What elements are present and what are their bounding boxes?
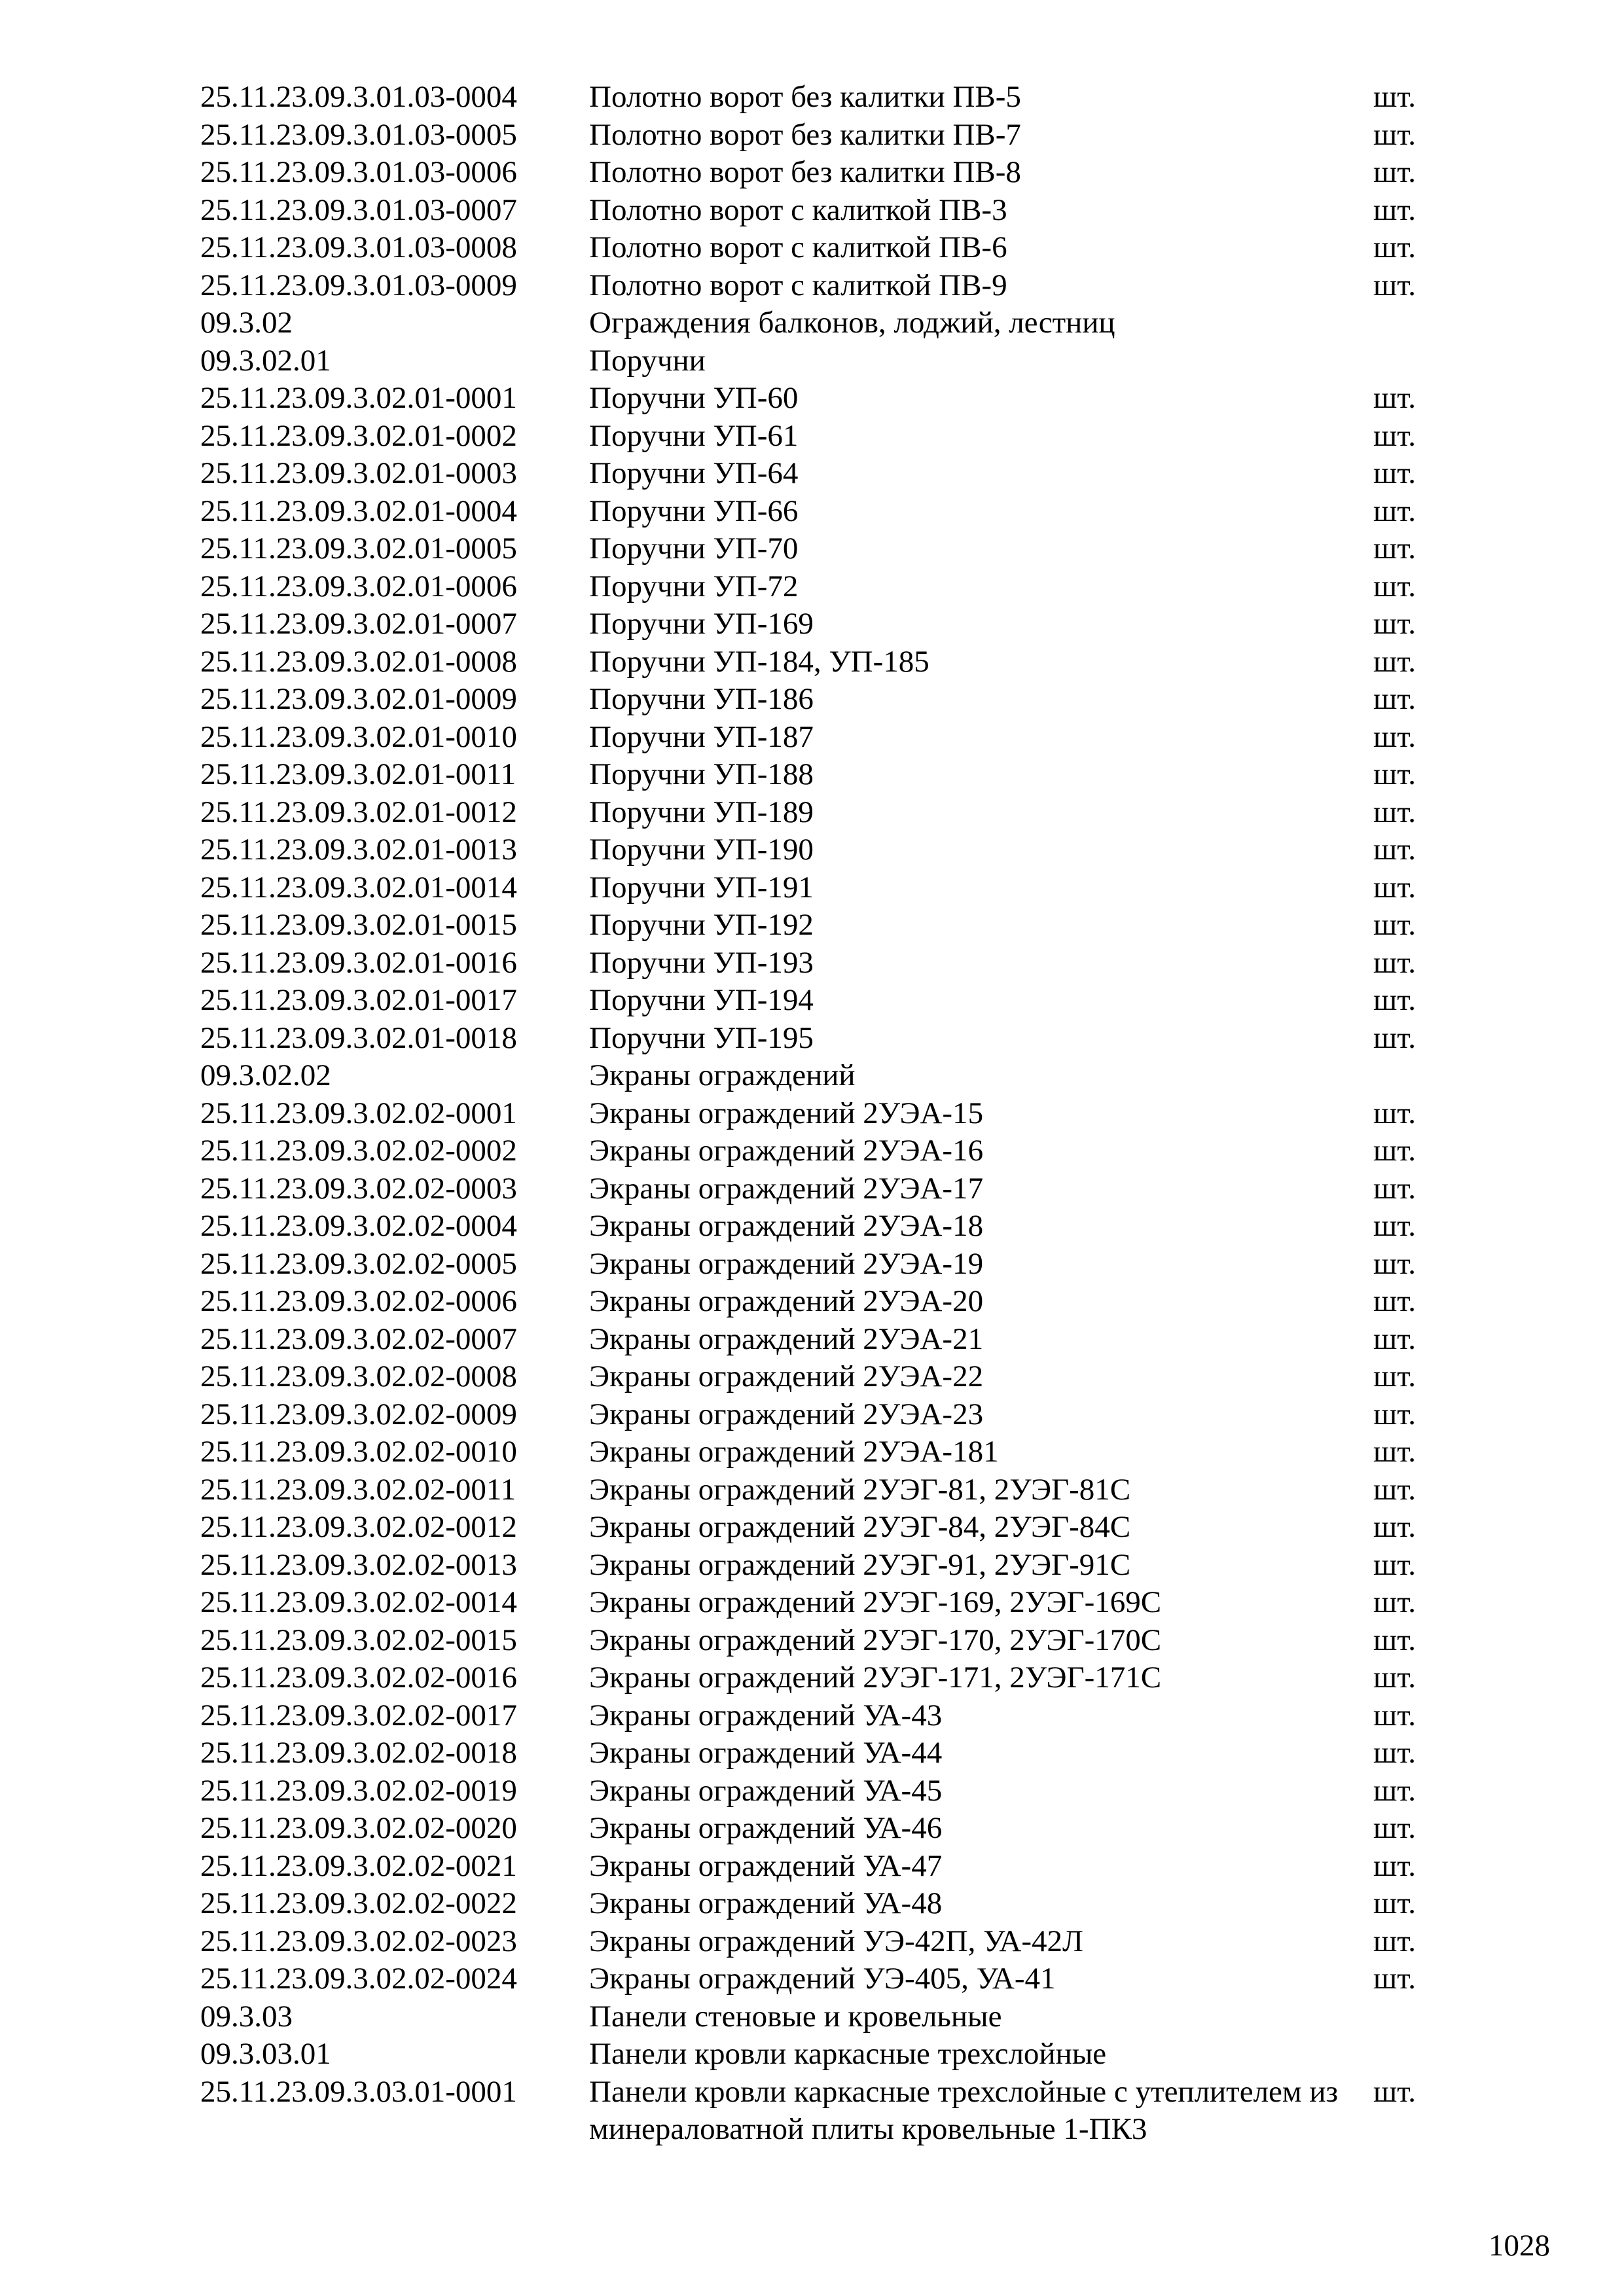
item-code: 25.11.23.09.3.01.03-0008 bbox=[200, 230, 517, 264]
item-unit: шт. bbox=[1373, 908, 1416, 942]
list-item bbox=[200, 1509, 1444, 1547]
item-unit: шт. bbox=[1373, 155, 1416, 189]
list-item bbox=[200, 944, 1444, 982]
item-code: 25.11.23.09.3.02.02-0014 bbox=[200, 1585, 517, 1619]
list-item bbox=[200, 794, 1444, 832]
list-item bbox=[200, 154, 1444, 192]
item-name: Экраны ограждений 2УЭА-181 bbox=[589, 1435, 999, 1469]
list-item bbox=[200, 869, 1444, 907]
item-code: 25.11.23.09.3.01.03-0007 bbox=[200, 192, 517, 227]
item-unit: шт. bbox=[1373, 1736, 1416, 1770]
item-unit: шт. bbox=[1373, 1773, 1416, 1808]
list-item bbox=[200, 493, 1444, 531]
list-item bbox=[200, 1095, 1444, 1133]
list-item bbox=[200, 643, 1444, 681]
item-name: Полотно ворот с калиткой ПВ-9 bbox=[589, 268, 1007, 302]
item-code: 25.11.23.09.3.02.01-0016 bbox=[200, 945, 517, 980]
item-unit: шт. bbox=[1373, 1585, 1416, 1619]
item-unit: шт. bbox=[1373, 644, 1416, 679]
item-unit: шт. bbox=[1373, 531, 1416, 565]
item-code: 25.11.23.09.3.02.02-0005 bbox=[200, 1246, 517, 1281]
item-name: Поручни УП-187 bbox=[589, 719, 814, 754]
list-item bbox=[200, 192, 1444, 230]
item-name: Экраны ограждений 2УЭА-16 bbox=[589, 1134, 984, 1168]
item-unit: шт. bbox=[1373, 1246, 1416, 1281]
item-code: 25.11.23.09.3.02.02-0004 bbox=[200, 1209, 517, 1243]
item-unit: шт. bbox=[1373, 569, 1416, 603]
item-code: 25.11.23.09.3.01.03-0006 bbox=[200, 155, 517, 189]
list-item bbox=[200, 1020, 1444, 1058]
item-name: Поручни УП-186 bbox=[589, 682, 814, 716]
item-code: 09.3.02.01 bbox=[200, 343, 331, 378]
item-code: 25.11.23.09.3.02.01-0013 bbox=[200, 833, 517, 867]
item-code: 25.11.23.09.3.02.02-0024 bbox=[200, 1962, 517, 1996]
item-code: 25.11.23.09.3.02.01-0018 bbox=[200, 1020, 517, 1055]
page-number: 1028 bbox=[1489, 2229, 1550, 2263]
item-name: Полотно ворот без калитки ПВ-7 bbox=[589, 117, 1021, 152]
item-name: Экраны ограждений 2УЭГ-170, 2УЭГ-170С bbox=[589, 1623, 1162, 1657]
classifier-list bbox=[200, 79, 1444, 2149]
item-code: 25.11.23.09.3.02.02-0008 bbox=[200, 1359, 517, 1393]
item-unit: шт. bbox=[1373, 1472, 1416, 1507]
item-unit: шт. bbox=[1373, 1096, 1416, 1130]
item-unit: шт. bbox=[1373, 1397, 1416, 1431]
item-code: 25.11.23.09.3.02.01-0007 bbox=[200, 607, 517, 641]
list-item bbox=[200, 605, 1444, 643]
item-name: Поручни УП-191 bbox=[589, 870, 814, 905]
list-item bbox=[200, 1471, 1444, 1509]
item-name: Экраны ограждений УА-48 bbox=[589, 1886, 943, 1920]
item-unit: шт. bbox=[1373, 456, 1416, 490]
list-item bbox=[200, 568, 1444, 606]
item-code: 25.11.23.09.3.02.01-0003 bbox=[200, 456, 517, 490]
item-name: Поручни УП-184, УП-185 bbox=[589, 644, 929, 679]
item-code: 25.11.23.09.3.02.01-0011 bbox=[200, 757, 516, 791]
item-name: Экраны ограждений 2УЭА-15 bbox=[589, 1096, 984, 1130]
item-name: Экраны ограждений 2УЭА-19 bbox=[589, 1246, 984, 1281]
item-code: 25.11.23.09.3.02.02-0010 bbox=[200, 1435, 517, 1469]
list-item bbox=[200, 756, 1444, 794]
item-unit: шт. bbox=[1373, 607, 1416, 641]
item-name: Экраны ограждений УА-46 bbox=[589, 1811, 943, 1845]
item-name: Поручни УП-61 bbox=[589, 418, 799, 453]
item-code: 25.11.23.09.3.02.02-0023 bbox=[200, 1924, 517, 1958]
item-name: Поручни УП-60 bbox=[589, 381, 799, 415]
item-name: Полотно ворот без калитки ПВ-8 bbox=[589, 155, 1021, 189]
item-name: Экраны ограждений 2УЭГ-84, 2УЭГ-84С bbox=[589, 1510, 1131, 1544]
item-unit: шт. bbox=[1373, 1811, 1416, 1845]
item-name: Экраны ограждений 2УЭА-21 bbox=[589, 1321, 984, 1356]
item-code: 25.11.23.09.3.02.02-0001 bbox=[200, 1096, 517, 1130]
item-name: Экраны ограждений УА-47 bbox=[589, 1848, 943, 1883]
list-item bbox=[200, 1923, 1444, 1961]
list-item bbox=[200, 229, 1444, 267]
list-item bbox=[200, 1132, 1444, 1170]
list-item bbox=[200, 831, 1444, 869]
item-unit: шт. bbox=[1373, 268, 1416, 302]
list-item bbox=[200, 1283, 1444, 1321]
item-name: Экраны ограждений 2УЭГ-81, 2УЭГ-81С bbox=[589, 1472, 1131, 1507]
item-name: Поручни УП-192 bbox=[589, 908, 814, 942]
item-name: Экраны ограждений 2УЭА-22 bbox=[589, 1359, 984, 1393]
item-code: 25.11.23.09.3.02.01-0001 bbox=[200, 381, 517, 415]
item-code: 25.11.23.09.3.01.03-0004 bbox=[200, 80, 517, 114]
list-item bbox=[200, 1697, 1444, 1735]
item-code: 25.11.23.09.3.02.01-0005 bbox=[200, 531, 517, 565]
item-name: Экраны ограждений 2УЭГ-171, 2УЭГ-171С bbox=[589, 1660, 1162, 1695]
item-name: Экраны ограждений УА-43 bbox=[589, 1698, 943, 1732]
item-name: Экраны ограждений УЭ-42П, УА-42Л bbox=[589, 1924, 1083, 1958]
item-unit: шт. bbox=[1373, 1886, 1416, 1920]
list-item bbox=[200, 380, 1444, 418]
item-name: Поручни УП-169 bbox=[589, 607, 814, 641]
list-item bbox=[200, 418, 1444, 456]
item-unit: шт. bbox=[1373, 719, 1416, 754]
item-code: 25.11.23.09.3.02.02-0009 bbox=[200, 1397, 517, 1431]
list-item bbox=[200, 906, 1444, 944]
list-item bbox=[200, 1885, 1444, 1923]
list-item bbox=[200, 117, 1444, 154]
item-name: Поручни УП-190 bbox=[589, 833, 814, 867]
item-unit: шт. bbox=[1373, 1134, 1416, 1168]
item-code: 25.11.23.09.3.02.02-0012 bbox=[200, 1510, 517, 1544]
list-item bbox=[200, 1734, 1444, 1772]
item-code: 09.3.02 bbox=[200, 306, 293, 340]
item-code: 09.3.03 bbox=[200, 1999, 293, 2034]
list-item bbox=[200, 1547, 1444, 1585]
item-unit: шт. bbox=[1373, 983, 1416, 1017]
item-unit: шт. bbox=[1373, 1020, 1416, 1055]
list-item bbox=[200, 1433, 1444, 1471]
item-unit: шт. bbox=[1373, 1660, 1416, 1695]
item-code: 25.11.23.09.3.02.02-0021 bbox=[200, 1848, 517, 1883]
item-name: Полотно ворот с калиткой ПВ-6 bbox=[589, 230, 1007, 264]
item-unit: шт. bbox=[1373, 1435, 1416, 1469]
item-name: Ограждения балконов, лоджий, лестниц bbox=[589, 306, 1115, 340]
item-code: 25.11.23.09.3.03.01-0001 bbox=[200, 2074, 517, 2109]
item-code: 25.11.23.09.3.01.03-0005 bbox=[200, 117, 517, 152]
item-code: 09.3.03.01 bbox=[200, 2037, 331, 2071]
item-name: Поручни УП-195 bbox=[589, 1020, 814, 1055]
item-unit: шт. bbox=[1373, 1321, 1416, 1356]
item-unit: шт. bbox=[1373, 80, 1416, 114]
item-code: 09.3.02.02 bbox=[200, 1058, 331, 1092]
item-code: 25.11.23.09.3.02.02-0011 bbox=[200, 1472, 516, 1507]
item-code: 25.11.23.09.3.02.01-0014 bbox=[200, 870, 517, 905]
list-item bbox=[200, 530, 1444, 568]
item-code: 25.11.23.09.3.02.01-0010 bbox=[200, 719, 517, 754]
item-name: Экраны ограждений УА-45 bbox=[589, 1773, 943, 1808]
item-name: Панели кровли каркасные трехслойные с утеплителем из минераловатной плиты кровельные 1-ПК3 bbox=[589, 2074, 1339, 2146]
list-item bbox=[200, 2073, 1444, 2149]
item-unit: шт. bbox=[1373, 757, 1416, 791]
item-code: 25.11.23.09.3.02.02-0002 bbox=[200, 1134, 517, 1168]
list-item bbox=[200, 1772, 1444, 1810]
item-name: Поручни УП-66 bbox=[589, 493, 799, 528]
list-item bbox=[200, 455, 1444, 493]
item-unit: шт. bbox=[1373, 1359, 1416, 1393]
item-name: Экраны ограждений 2УЭГ-169, 2УЭГ-169С bbox=[589, 1585, 1162, 1619]
list-item bbox=[200, 1321, 1444, 1359]
item-code: 25.11.23.09.3.02.01-0004 bbox=[200, 493, 517, 528]
item-code: 25.11.23.09.3.02.01-0009 bbox=[200, 682, 517, 716]
item-unit: шт. bbox=[1373, 192, 1416, 227]
item-unit: шт. bbox=[1373, 682, 1416, 716]
list-item bbox=[200, 1057, 1444, 1095]
item-name: Экраны ограждений 2УЭА-23 bbox=[589, 1397, 984, 1431]
list-item bbox=[200, 1246, 1444, 1283]
item-name: Экраны ограждений УА-44 bbox=[589, 1736, 943, 1770]
list-item bbox=[200, 1396, 1444, 1434]
item-code: 25.11.23.09.3.01.03-0009 bbox=[200, 268, 517, 302]
item-unit: шт. bbox=[1373, 1510, 1416, 1544]
list-item bbox=[200, 681, 1444, 719]
item-code: 25.11.23.09.3.02.02-0013 bbox=[200, 1547, 517, 1582]
item-unit: шт. bbox=[1373, 117, 1416, 152]
item-code: 25.11.23.09.3.02.02-0016 bbox=[200, 1660, 517, 1695]
item-code: 25.11.23.09.3.02.02-0017 bbox=[200, 1698, 517, 1732]
item-code: 25.11.23.09.3.02.02-0003 bbox=[200, 1171, 517, 1206]
list-item bbox=[200, 2036, 1444, 2073]
list-item bbox=[200, 1810, 1444, 1848]
item-unit: шт. bbox=[1373, 1209, 1416, 1243]
list-item bbox=[200, 1170, 1444, 1208]
item-unit: шт. bbox=[1373, 1924, 1416, 1958]
item-code: 25.11.23.09.3.02.01-0012 bbox=[200, 795, 517, 829]
item-name: Поручни УП-189 bbox=[589, 795, 814, 829]
item-code: 25.11.23.09.3.02.02-0018 bbox=[200, 1736, 517, 1770]
list-item bbox=[200, 1960, 1444, 1998]
item-code: 25.11.23.09.3.02.01-0008 bbox=[200, 644, 517, 679]
item-name: Экраны ограждений УЭ-405, УА-41 bbox=[589, 1962, 1056, 1996]
item-name: Поручни УП-70 bbox=[589, 531, 799, 565]
list-item bbox=[200, 304, 1444, 342]
list-item bbox=[200, 267, 1444, 305]
item-code: 25.11.23.09.3.02.02-0022 bbox=[200, 1886, 517, 1920]
item-unit: шт. bbox=[1373, 2074, 1416, 2109]
item-name: Поручни bbox=[589, 343, 706, 378]
list-item bbox=[200, 719, 1444, 757]
item-name: Поручни УП-193 bbox=[589, 945, 814, 980]
item-unit: шт. bbox=[1373, 1698, 1416, 1732]
list-item bbox=[200, 1358, 1444, 1396]
list-item bbox=[200, 982, 1444, 1020]
list-item bbox=[200, 342, 1444, 380]
item-name: Экраны ограждений 2УЭГ-91, 2УЭГ-91С bbox=[589, 1547, 1131, 1582]
list-item bbox=[200, 1659, 1444, 1697]
item-name: Поручни УП-194 bbox=[589, 983, 814, 1017]
item-code: 25.11.23.09.3.02.02-0020 bbox=[200, 1811, 517, 1845]
item-unit: шт. bbox=[1373, 795, 1416, 829]
item-name: Экраны ограждений 2УЭА-18 bbox=[589, 1209, 984, 1243]
list-item bbox=[200, 1998, 1444, 2036]
item-name: Полотно ворот без калитки ПВ-5 bbox=[589, 80, 1021, 114]
item-unit: шт. bbox=[1373, 833, 1416, 867]
item-name: Поручни УП-72 bbox=[589, 569, 799, 603]
item-name: Экраны ограждений bbox=[589, 1058, 856, 1092]
item-unit: шт. bbox=[1373, 1284, 1416, 1318]
item-unit: шт. bbox=[1373, 230, 1416, 264]
item-name: Экраны ограждений 2УЭА-17 bbox=[589, 1171, 984, 1206]
item-name: Полотно ворот с калиткой ПВ-3 bbox=[589, 192, 1007, 227]
item-unit: шт. bbox=[1373, 1547, 1416, 1582]
item-code: 25.11.23.09.3.02.01-0015 bbox=[200, 908, 517, 942]
list-item bbox=[200, 1584, 1444, 1622]
item-unit: шт. bbox=[1373, 381, 1416, 415]
list-item bbox=[200, 1848, 1444, 1886]
item-unit: шт. bbox=[1373, 1962, 1416, 1996]
item-name: Поручни УП-188 bbox=[589, 757, 814, 791]
item-code: 25.11.23.09.3.02.02-0007 bbox=[200, 1321, 517, 1356]
item-unit: шт. bbox=[1373, 1848, 1416, 1883]
item-unit: шт. bbox=[1373, 870, 1416, 905]
item-code: 25.11.23.09.3.02.01-0002 bbox=[200, 418, 517, 453]
item-name: Панели кровли каркасные трехслойные bbox=[589, 2037, 1107, 2071]
item-unit: шт. bbox=[1373, 493, 1416, 528]
item-code: 25.11.23.09.3.02.01-0017 bbox=[200, 983, 517, 1017]
list-item bbox=[200, 1622, 1444, 1660]
list-item bbox=[200, 1208, 1444, 1246]
item-code: 25.11.23.09.3.02.01-0006 bbox=[200, 569, 517, 603]
item-name: Панели стеновые и кровельные bbox=[589, 1999, 1002, 2034]
item-name: Поручни УП-64 bbox=[589, 456, 799, 490]
item-unit: шт. bbox=[1373, 1623, 1416, 1657]
item-code: 25.11.23.09.3.02.02-0019 bbox=[200, 1773, 517, 1808]
item-unit: шт. bbox=[1373, 1171, 1416, 1206]
item-unit: шт. bbox=[1373, 945, 1416, 980]
item-name: Экраны ограждений 2УЭА-20 bbox=[589, 1284, 984, 1318]
item-code: 25.11.23.09.3.02.02-0015 bbox=[200, 1623, 517, 1657]
item-unit: шт. bbox=[1373, 418, 1416, 453]
item-code: 25.11.23.09.3.02.02-0006 bbox=[200, 1284, 517, 1318]
list-item bbox=[200, 79, 1444, 117]
